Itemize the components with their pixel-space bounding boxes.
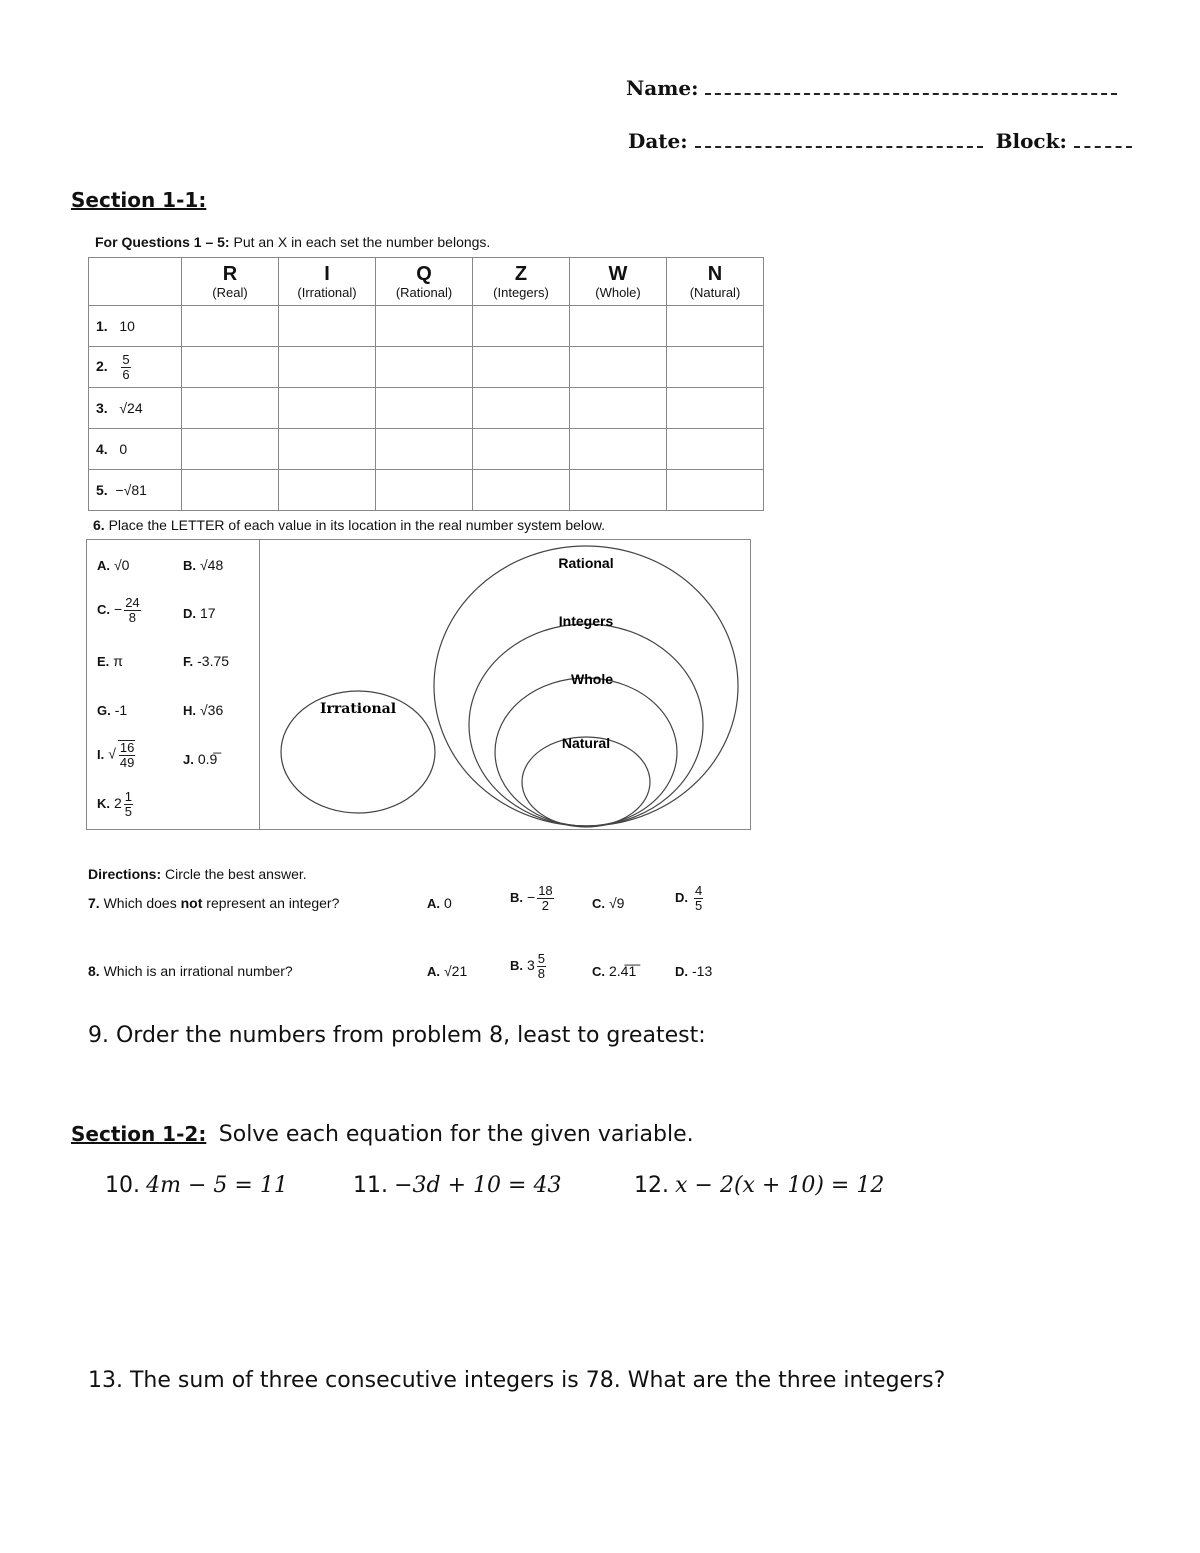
checkbox-cell[interactable] <box>182 347 279 388</box>
column-header-whole <box>570 258 667 306</box>
value-text: √48 <box>200 557 224 573</box>
value-text: -1 <box>114 702 128 718</box>
choice-value: 0 <box>444 895 452 911</box>
fraction-numerator: 16 <box>119 740 135 755</box>
q7-text-a: Which does <box>99 895 181 911</box>
value-k <box>97 790 135 819</box>
q11 <box>353 1172 561 1198</box>
block-label: Block: <box>995 129 1067 153</box>
value-g <box>97 702 127 718</box>
fraction <box>118 740 135 770</box>
row-label <box>89 388 182 429</box>
checkbox-cell[interactable] <box>667 306 764 347</box>
value-a <box>97 557 129 573</box>
directions-text: Circle the best answer. <box>161 866 307 882</box>
row-number: 5. <box>96 482 108 498</box>
mixed-whole: 2 <box>114 795 122 812</box>
table-row <box>89 306 764 347</box>
fraction-numerator: 1 <box>124 789 133 804</box>
checkbox-cell[interactable] <box>570 429 667 470</box>
q6-number: 6. <box>93 517 105 533</box>
fraction <box>694 884 703 913</box>
row-number: 1. <box>96 318 108 334</box>
value-letter: B. <box>183 558 196 573</box>
q7-number: 7. <box>88 895 100 911</box>
table-header-row <box>89 258 764 306</box>
checkbox-cell[interactable] <box>376 429 473 470</box>
choice-value: √9 <box>609 895 625 911</box>
value-letter: E. <box>97 654 110 669</box>
value-letter: I. <box>97 746 105 762</box>
value-text: √36 <box>200 702 224 718</box>
column-letter: R <box>222 262 238 285</box>
column-name: (Irrational) <box>297 284 357 300</box>
column-letter: N <box>707 262 723 285</box>
fraction-denominator: 2 <box>541 898 550 913</box>
column-name: (Natural) <box>689 284 741 300</box>
choice-letter: C. <box>592 964 605 979</box>
value-e <box>97 653 123 669</box>
checkbox-cell[interactable] <box>279 470 376 511</box>
date-label: Date: <box>628 129 688 153</box>
fraction-denominator: 8 <box>537 966 546 981</box>
column-header-rational <box>376 258 473 306</box>
fraction-numerator: 5 <box>537 951 546 966</box>
table-corner-cell <box>89 258 182 306</box>
choice-letter: A. <box>427 964 440 979</box>
choice-letter: D. <box>675 890 688 906</box>
q8-number: 8. <box>88 963 100 979</box>
column-header-integers <box>473 258 570 306</box>
mixed-whole: 3 <box>527 957 535 974</box>
checkbox-cell[interactable] <box>667 388 764 429</box>
column-name: (Integers) <box>493 284 549 300</box>
checkbox-cell[interactable] <box>376 347 473 388</box>
row-label <box>89 429 182 470</box>
value-letter: H. <box>183 703 196 718</box>
row-value: 0 <box>119 441 128 457</box>
q1-5-instruction-bold: For Questions 1 – 5: <box>95 234 230 250</box>
checkbox-cell[interactable] <box>667 347 764 388</box>
name-label: Name: <box>626 76 699 100</box>
choice-value: √21 <box>444 963 468 979</box>
q7-choice-a[interactable] <box>427 895 452 911</box>
choice-letter: A. <box>427 896 440 911</box>
natural-label: Natural <box>561 735 611 751</box>
q11-equation: −3d + 10 = 43 <box>394 1173 562 1198</box>
q7-text-b: represent an integer? <box>202 895 340 911</box>
q7-choice-b[interactable] <box>510 884 556 913</box>
column-letter: W <box>608 262 628 285</box>
q8-text: Which is an irrational number? <box>99 963 293 979</box>
checkbox-cell[interactable] <box>473 429 570 470</box>
table-row <box>89 388 764 429</box>
checkbox-cell[interactable] <box>279 388 376 429</box>
fraction-numerator: 24 <box>125 595 140 610</box>
fraction-numerator: 4 <box>695 883 703 898</box>
column-letter: I <box>324 262 330 285</box>
number-sets-table <box>88 257 764 511</box>
q8-choice-a[interactable] <box>427 963 467 979</box>
value-sign: − <box>114 601 123 618</box>
q10 <box>105 1172 288 1198</box>
date-blank[interactable] <box>695 146 983 148</box>
whole-label: Whole <box>571 671 613 687</box>
fraction <box>537 884 553 913</box>
checkbox-cell[interactable] <box>376 470 473 511</box>
checkbox-cell[interactable] <box>570 306 667 347</box>
checkbox-cell[interactable] <box>570 347 667 388</box>
irrational-label: Irrational <box>319 701 397 717</box>
value-text: 17 <box>200 605 216 621</box>
column-letter: Q <box>416 262 432 285</box>
value-letter: C. <box>97 602 110 618</box>
section-1-2-heading <box>71 1122 694 1147</box>
integers-circle <box>469 624 703 826</box>
q7-choice-d[interactable] <box>675 884 705 913</box>
row-number: 4. <box>96 441 108 457</box>
choice-letter: B. <box>510 958 523 974</box>
table-row <box>89 470 764 511</box>
checkbox-cell[interactable] <box>570 388 667 429</box>
row-value: √24 <box>119 400 143 416</box>
checkbox-cell[interactable] <box>473 306 570 347</box>
fraction <box>537 952 546 981</box>
checkbox-cell[interactable] <box>473 470 570 511</box>
value-h <box>183 702 223 718</box>
checkbox-cell[interactable] <box>182 306 279 347</box>
section-1-2-title: Section 1-2: <box>71 1122 207 1146</box>
column-name: (Whole) <box>595 284 641 300</box>
q7-question <box>88 895 339 911</box>
q1-5-instruction-text: Put an X in each set the number belongs. <box>229 234 491 250</box>
q6-text: Place the LETTER of each value in its location in the real number system below. <box>104 517 606 533</box>
checkbox-cell[interactable] <box>182 470 279 511</box>
column-header-real <box>182 258 279 306</box>
choice-value: -13 <box>692 963 713 979</box>
section-1-1-title: Section 1-1: <box>71 188 207 212</box>
value-f <box>183 653 229 669</box>
value-text: -3.75 <box>197 653 230 669</box>
choice-letter: D. <box>675 964 688 979</box>
section-1-2-subtitle: Solve each equation for the given variable. <box>218 1122 694 1147</box>
value-letter: D. <box>183 606 196 621</box>
value-letter: J. <box>183 752 194 767</box>
fraction-denominator: 5 <box>124 804 133 819</box>
column-header-irrational <box>279 258 376 306</box>
real-number-venn-diagram <box>260 540 749 829</box>
checkbox-cell[interactable] <box>473 388 570 429</box>
checkbox-cell[interactable] <box>376 388 473 429</box>
q12 <box>634 1172 884 1198</box>
choice-value: 2.4̅1̅ <box>609 963 637 979</box>
value-text: 0.9̅ <box>197 751 218 767</box>
column-name: (Rational) <box>395 284 453 300</box>
q11-number: 11. <box>353 1173 388 1198</box>
checkbox-cell[interactable] <box>279 347 376 388</box>
value-text: π <box>113 653 123 669</box>
real-number-system-box <box>86 539 751 830</box>
choice-letter: C. <box>592 896 605 911</box>
q8-choice-d[interactable] <box>675 963 712 979</box>
checkbox-cell[interactable] <box>182 429 279 470</box>
row-value: 10 <box>119 318 135 334</box>
date-field-row <box>628 129 1132 153</box>
q12-number: 12. <box>634 1173 669 1198</box>
value-b <box>183 557 223 573</box>
fraction-numerator: 18 <box>538 883 553 898</box>
fraction-denominator: 8 <box>128 610 137 625</box>
row-number: 2. <box>96 357 108 374</box>
checkbox-cell[interactable] <box>182 388 279 429</box>
q7-text-bold: not <box>180 895 203 911</box>
choice-letter: B. <box>510 890 523 906</box>
checkbox-cell[interactable] <box>570 470 667 511</box>
row-value: −√81 <box>115 482 147 498</box>
table-row <box>89 347 764 388</box>
value-i <box>97 740 137 770</box>
value-d <box>183 605 216 621</box>
q10-equation: 4m − 5 = 11 <box>146 1173 288 1198</box>
q9-prompt: 9. Order the numbers from problem 8, least to greatest: <box>88 1023 706 1048</box>
whole-circle <box>495 678 677 826</box>
value-text: √0 <box>114 557 130 573</box>
checkbox-cell[interactable] <box>376 306 473 347</box>
column-header-natural <box>667 258 764 306</box>
q7-choice-c[interactable] <box>592 895 624 911</box>
fraction <box>124 596 140 625</box>
q12-equation: x − 2(x + 10) = 12 <box>675 1173 885 1198</box>
integers-label: Integers <box>558 613 614 629</box>
name-blank[interactable] <box>705 93 1117 95</box>
value-letter: A. <box>97 558 110 573</box>
fraction-denominator: 49 <box>119 755 135 770</box>
checkbox-cell[interactable] <box>667 470 764 511</box>
directions-bold: Directions: <box>88 866 162 882</box>
checkbox-cell[interactable] <box>279 306 376 347</box>
value-c <box>97 596 143 625</box>
checkbox-cell[interactable] <box>279 429 376 470</box>
name-field-row <box>626 76 1117 100</box>
fraction-denominator: 6 <box>122 366 130 382</box>
fraction <box>121 353 130 382</box>
block-blank[interactable] <box>1074 146 1132 148</box>
table-row <box>89 429 764 470</box>
checkbox-cell[interactable] <box>473 347 570 388</box>
q8-choice-b[interactable] <box>510 952 548 981</box>
value-letter: F. <box>183 654 194 669</box>
sqrt-sign: √ <box>108 745 116 762</box>
fraction-numerator: 5 <box>122 351 130 367</box>
rational-label: Rational <box>558 555 614 571</box>
q1-5-instruction <box>95 234 490 250</box>
fraction-denominator: 5 <box>695 898 703 913</box>
q8-choice-c[interactable] <box>592 963 636 979</box>
value-j <box>183 751 217 767</box>
row-label <box>89 306 182 347</box>
row-label <box>89 470 182 511</box>
row-label <box>89 347 182 388</box>
row-number: 3. <box>96 400 108 416</box>
checkbox-cell[interactable] <box>667 429 764 470</box>
q13-prompt: 13. The sum of three consecutive integers is 78. What are the three integers? <box>88 1368 946 1393</box>
choice-sign: − <box>527 889 536 906</box>
q10-number: 10. <box>105 1173 140 1198</box>
directions <box>88 866 307 882</box>
column-letter: Z <box>514 262 528 285</box>
column-name: (Real) <box>212 284 248 300</box>
fraction <box>124 790 133 819</box>
q6-instruction <box>93 517 605 533</box>
q8-question <box>88 963 293 979</box>
value-letter: G. <box>97 703 111 718</box>
value-letter: K. <box>97 796 110 812</box>
